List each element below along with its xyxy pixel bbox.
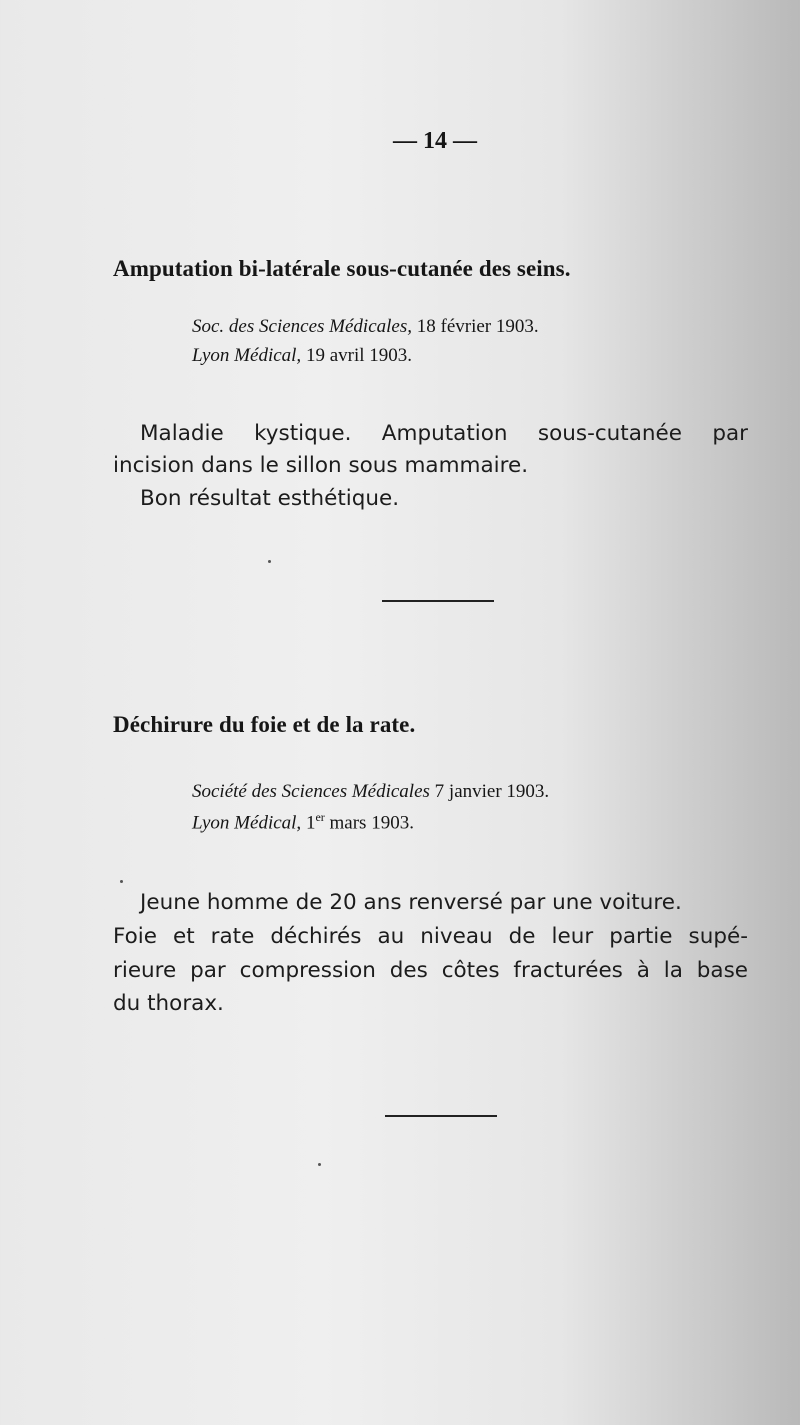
citation-journal: Lyon Médical, [192,345,302,366]
section-divider [385,1115,497,1117]
section-divider [382,600,494,602]
citation-line [192,345,412,367]
section-title-dechirure: Déchirure du foie et de la rate. [113,712,416,737]
body-line: Bon résultat esthétique. [140,486,400,511]
citation-date-day: 1 [305,812,316,834]
citation-date: 19 avril 1903. [305,345,413,366]
citation-journal: Soc. des Sciences Médicales, [192,316,412,337]
citation-date-suffix: er [315,810,325,824]
citation-date: mars 1903. [329,812,414,834]
body-line: Foie et rate déchirés au niveau de leur partie supé- [113,924,748,949]
paper-speck [268,560,271,563]
citation-line [192,781,549,803]
body-line: incision dans le sillon sous mammaire. [113,453,529,478]
citation-date: 18 février 1903. [416,316,539,337]
body-line: du thorax. [113,991,224,1016]
paper-speck [120,880,123,883]
citation-date: 7 janvier 1903. [434,781,550,802]
citation-line [192,810,414,834]
section-title-amputation: Amputation bi-latérale sous-cutanée des seins. [113,256,571,281]
citation-journal: Lyon Médical, [192,812,302,834]
page-number: — 14 — [393,128,477,154]
body-line: rieure par compression des côtes fracturées à la base [113,958,748,983]
paper-speck [318,1163,321,1166]
body-line: Jeune homme de 20 ans renversé par une voiture. [140,890,682,915]
body-line: Maladie kystique. Amputation sous-cutanée par [140,421,748,446]
citation-line [192,316,539,338]
citation-journal: Société des Sciences Médicales [192,781,430,802]
